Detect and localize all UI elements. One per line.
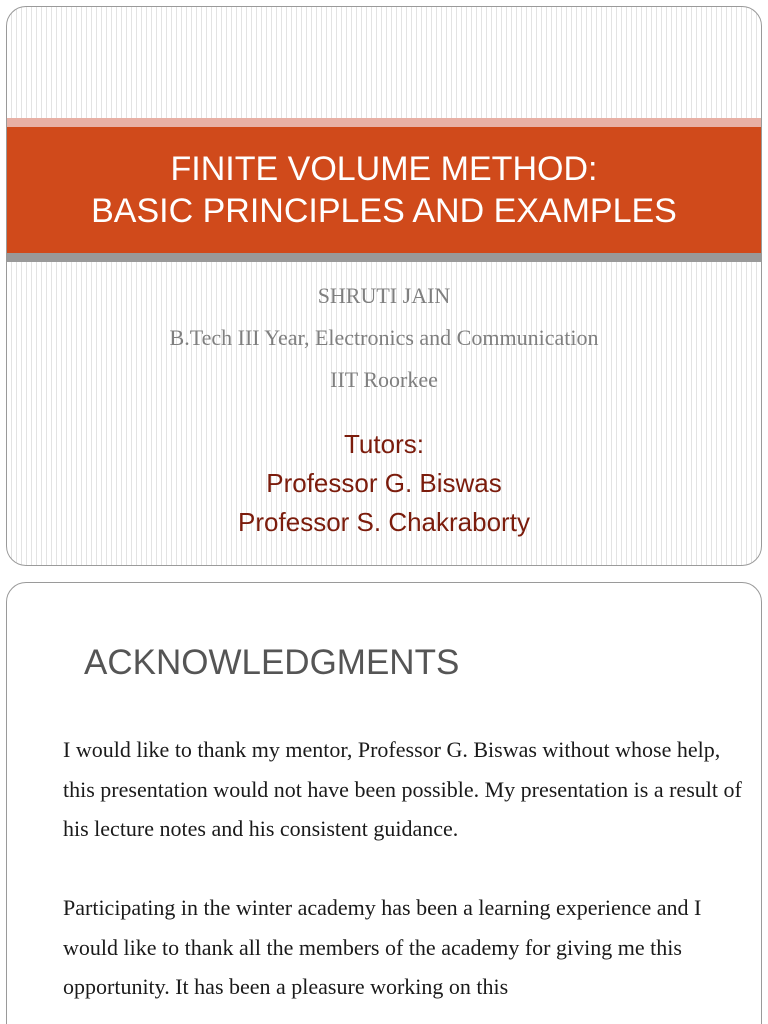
tutor-name-2: Professor S. Chakraborty [238, 507, 530, 537]
acknowledgments-paragraph-1: I would like to thank my mentor, Professor G. Biswas without whose help, this presentation would not have been possible. My presentation is a result of his lecture notes and his consistent guidance. [63, 737, 742, 841]
acknowledgments-paragraph-2: Participating in the winter academy has been a learning experience and I would like to thank all the members of the academy for giving me this opportunity. It has been a pleasure working on this [63, 895, 702, 999]
title-band [7, 127, 761, 253]
acknowledgments-heading: ACKNOWLEDGMENTS [84, 643, 460, 682]
title-band-accent-top [7, 118, 761, 127]
author-program: B.Tech III Year, Electronics and Communication [169, 325, 599, 350]
slide-title-line-2: BASIC PRINCIPLES AND EXAMPLES [91, 192, 677, 230]
author-info [7, 275, 761, 401]
title-slide [6, 6, 762, 566]
acknowledgments-body [63, 730, 743, 1024]
author-institute: IIT Roorkee [330, 367, 438, 392]
acknowledgments-slide [6, 582, 762, 1024]
title-band-accent-bottom [7, 253, 761, 262]
tutor-name-1: Professor G. Biswas [266, 468, 502, 498]
slide-title-line-1: FINITE VOLUME METHOD: [170, 150, 598, 188]
tutors-heading: Tutors: [344, 429, 424, 459]
author-name: SHRUTI JAIN [317, 283, 451, 308]
tutors-info [7, 425, 761, 542]
